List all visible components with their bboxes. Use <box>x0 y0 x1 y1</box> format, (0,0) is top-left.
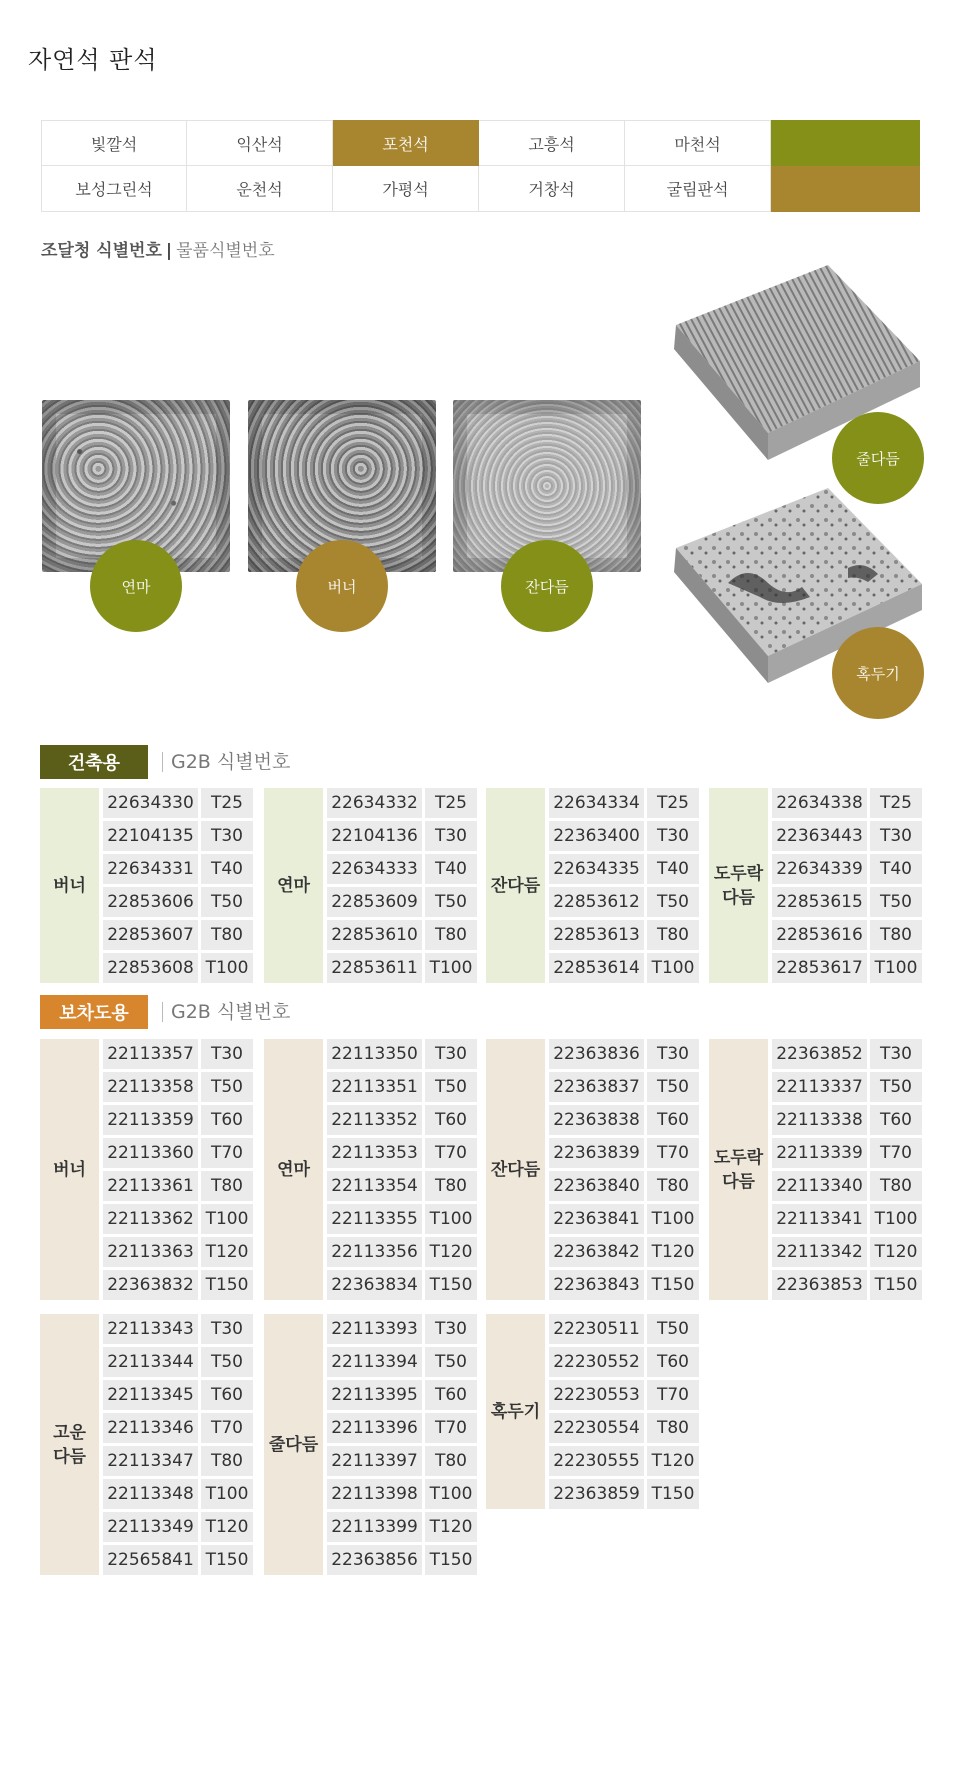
thickness-cell: T70 <box>425 1138 477 1168</box>
id-group-label: 잔다듬 <box>486 788 545 983</box>
id-code-cell: 22363443 <box>772 821 867 851</box>
id-code-cell: 22230554 <box>549 1413 644 1443</box>
tab-empty-gold <box>771 166 920 212</box>
id-code-cell: 22113353 <box>327 1138 422 1168</box>
id-code-cell: 22104135 <box>103 821 198 851</box>
thickness-cell: T100 <box>647 1204 699 1234</box>
id-code-cell: 22565841 <box>103 1545 198 1575</box>
tab-pocheonseok[interactable]: 포천석 <box>333 120 479 166</box>
id-code-cell: 22363853 <box>772 1270 867 1300</box>
id-code-cell: 22113361 <box>103 1171 198 1201</box>
thickness-cell: T120 <box>870 1237 922 1267</box>
thickness-cell: T30 <box>201 1039 253 1069</box>
thickness-cell: T150 <box>870 1270 922 1300</box>
id-code-cell: 22113398 <box>327 1479 422 1509</box>
thickness-cell: T80 <box>425 1446 477 1476</box>
thickness-cell: T60 <box>201 1380 253 1410</box>
thickness-cell: T70 <box>647 1380 699 1410</box>
id-code-cell: 22113347 <box>103 1446 198 1476</box>
id-code-cell: 22363841 <box>549 1204 644 1234</box>
architecture-chip: 건축용 <box>40 745 148 779</box>
stone-tab-grid <box>41 120 920 212</box>
tab-bitkkalseok[interactable]: 빛깔석 <box>41 120 187 166</box>
id-code-cell: 22363832 <box>103 1270 198 1300</box>
id-code-cell: 22113340 <box>772 1171 867 1201</box>
id-code-cell: 22230511 <box>549 1314 644 1344</box>
thickness-cell: T150 <box>647 1479 699 1509</box>
thickness-cell: T100 <box>647 953 699 983</box>
architecture-sub: G2B 식별번호 <box>162 752 290 772</box>
page-title: 자연석 판석 <box>28 46 158 74</box>
thickness-cell: T50 <box>425 1347 477 1377</box>
id-code-cell: 22113338 <box>772 1105 867 1135</box>
thickness-cell: T50 <box>201 1072 253 1102</box>
id-code-cell: 22113360 <box>103 1138 198 1168</box>
thickness-cell: T150 <box>425 1545 477 1575</box>
id-code-cell: 22363400 <box>549 821 644 851</box>
id-code-cell: 22113362 <box>103 1204 198 1234</box>
thickness-cell: T30 <box>425 1314 477 1344</box>
tab-gapyeongseok[interactable]: 가평석 <box>333 166 479 212</box>
thickness-cell: T40 <box>425 854 477 884</box>
id-code-cell: 22363852 <box>772 1039 867 1069</box>
id-code-cell: 22113354 <box>327 1171 422 1201</box>
id-code-cell: 22363838 <box>549 1105 644 1135</box>
tab-macheonseok[interactable]: 마천석 <box>625 120 771 166</box>
id-code-cell: 22853617 <box>772 953 867 983</box>
thickness-cell: T30 <box>425 1039 477 1069</box>
thickness-cell: T30 <box>870 1039 922 1069</box>
thickness-cell: T120 <box>425 1237 477 1267</box>
tab-goheungseok[interactable]: 고흥석 <box>479 120 625 166</box>
thickness-cell: T60 <box>647 1105 699 1135</box>
finish-badge-yeonma[interactable]: 연마 <box>90 540 182 632</box>
thickness-cell: T30 <box>201 821 253 851</box>
id-code-cell: 22853612 <box>549 887 644 917</box>
id-code-cell: 22634339 <box>772 854 867 884</box>
thickness-cell: T150 <box>201 1545 253 1575</box>
thickness-cell: T100 <box>201 1479 253 1509</box>
id-code-cell: 22230552 <box>549 1347 644 1377</box>
thickness-cell: T80 <box>647 1171 699 1201</box>
thickness-cell: T60 <box>201 1105 253 1135</box>
id-group-label: 연마 <box>264 1039 323 1300</box>
thickness-cell: T30 <box>647 821 699 851</box>
thickness-cell: T100 <box>201 1204 253 1234</box>
id-code-cell: 22113349 <box>103 1512 198 1542</box>
tab-boseong-green[interactable]: 보성그린석 <box>41 166 187 212</box>
id-code-cell: 22363836 <box>549 1039 644 1069</box>
id-code-cell: 22853614 <box>549 953 644 983</box>
thickness-cell: T40 <box>870 854 922 884</box>
thickness-cell: T100 <box>870 1204 922 1234</box>
id-code-cell: 22853611 <box>327 953 422 983</box>
finish-badge-beoneo[interactable]: 버너 <box>296 540 388 632</box>
id-code-cell: 22113344 <box>103 1347 198 1377</box>
id-code-cell: 22113358 <box>103 1072 198 1102</box>
id-code-cell: 22363839 <box>549 1138 644 1168</box>
thickness-cell: T50 <box>201 887 253 917</box>
thickness-cell: T80 <box>870 1171 922 1201</box>
id-code-cell: 22363856 <box>327 1545 422 1575</box>
id-code-cell: 22363840 <box>549 1171 644 1201</box>
thickness-cell: T80 <box>425 920 477 950</box>
caption-main: 조달청 식별번호 <box>41 241 162 261</box>
thickness-cell: T70 <box>425 1413 477 1443</box>
id-code-cell: 22853606 <box>103 887 198 917</box>
id-code-cell: 22113339 <box>772 1138 867 1168</box>
id-code-cell: 22113341 <box>772 1204 867 1234</box>
id-group-label: 잔다듬 <box>486 1039 545 1300</box>
id-group-label: 연마 <box>264 788 323 983</box>
id-code-cell: 22853613 <box>549 920 644 950</box>
id-code-cell: 22113393 <box>327 1314 422 1344</box>
id-code-cell: 22634334 <box>549 788 644 818</box>
id-code-cell: 22113395 <box>327 1380 422 1410</box>
id-code-cell: 22113337 <box>772 1072 867 1102</box>
thickness-cell: T100 <box>201 953 253 983</box>
thickness-cell: T25 <box>201 788 253 818</box>
finish-badge-jandadeum[interactable]: 잔다듬 <box>501 540 593 632</box>
thickness-cell: T70 <box>647 1138 699 1168</box>
id-code-cell: 22230555 <box>549 1446 644 1476</box>
thickness-cell: T70 <box>870 1138 922 1168</box>
thickness-cell: T60 <box>870 1105 922 1135</box>
thickness-cell: T60 <box>647 1347 699 1377</box>
id-code-cell: 22113357 <box>103 1039 198 1069</box>
thickness-cell: T100 <box>425 1479 477 1509</box>
tab-empty-olive <box>771 120 920 166</box>
thickness-cell: T150 <box>425 1270 477 1300</box>
thickness-cell: T80 <box>201 1446 253 1476</box>
thickness-cell: T50 <box>647 887 699 917</box>
thickness-cell: T50 <box>201 1347 253 1377</box>
finish-badge-juldadeum[interactable]: 줄다듬 <box>832 412 924 504</box>
id-code-cell: 22113345 <box>103 1380 198 1410</box>
thickness-cell: T80 <box>201 920 253 950</box>
id-code-cell: 22853609 <box>327 887 422 917</box>
thickness-cell: T80 <box>870 920 922 950</box>
thickness-cell: T30 <box>647 1039 699 1069</box>
thickness-cell: T70 <box>201 1413 253 1443</box>
id-code-cell: 22104136 <box>327 821 422 851</box>
thickness-cell: T120 <box>201 1512 253 1542</box>
thickness-cell: T25 <box>647 788 699 818</box>
thickness-cell: T100 <box>425 953 477 983</box>
thickness-cell: T70 <box>201 1138 253 1168</box>
id-code-cell: 22363842 <box>549 1237 644 1267</box>
id-group-label: 도두락 다듬 <box>709 788 768 983</box>
thickness-cell: T50 <box>870 1072 922 1102</box>
finish-badge-hokdugi[interactable]: 혹두기 <box>832 627 924 719</box>
id-code-cell: 22113348 <box>103 1479 198 1509</box>
tab-gullim-panseok[interactable]: 굴림판석 <box>625 166 771 212</box>
id-code-cell: 22363843 <box>549 1270 644 1300</box>
thickness-cell: T100 <box>870 953 922 983</box>
id-code-cell: 22363834 <box>327 1270 422 1300</box>
thickness-cell: T100 <box>425 1204 477 1234</box>
id-code-cell: 22230553 <box>549 1380 644 1410</box>
caption-separator: | <box>165 241 173 261</box>
thickness-cell: T150 <box>201 1270 253 1300</box>
tab-iksanseok[interactable]: 익산석 <box>187 120 333 166</box>
caption-sub: 물품식별번호 <box>176 241 275 261</box>
thickness-cell: T50 <box>647 1314 699 1344</box>
id-code-cell: 22113350 <box>327 1039 422 1069</box>
id-code-cell: 22853616 <box>772 920 867 950</box>
id-code-cell: 22853610 <box>327 920 422 950</box>
id-group-label: 줄다듬 <box>264 1314 323 1575</box>
id-code-cell: 22634332 <box>327 788 422 818</box>
thickness-cell: T60 <box>425 1105 477 1135</box>
thickness-cell: T50 <box>870 887 922 917</box>
thickness-cell: T120 <box>647 1237 699 1267</box>
id-code-cell: 22363837 <box>549 1072 644 1102</box>
thickness-cell: T40 <box>201 854 253 884</box>
thickness-cell: T50 <box>425 1072 477 1102</box>
thickness-cell: T80 <box>647 920 699 950</box>
id-code-cell: 22113397 <box>327 1446 422 1476</box>
sidewalk-chip: 보차도용 <box>40 995 148 1029</box>
id-group-label: 도두락 다듬 <box>709 1039 768 1300</box>
id-group-label: 혹두기 <box>486 1314 545 1509</box>
id-code-cell: 22853608 <box>103 953 198 983</box>
id-code-cell: 22113356 <box>327 1237 422 1267</box>
thickness-cell: T120 <box>647 1446 699 1476</box>
id-code-cell: 22634333 <box>327 854 422 884</box>
thickness-cell: T25 <box>425 788 477 818</box>
id-code-cell: 22634330 <box>103 788 198 818</box>
id-code-cell: 22634335 <box>549 854 644 884</box>
thickness-cell: T30 <box>425 821 477 851</box>
id-code-cell: 22113396 <box>327 1413 422 1443</box>
id-code-cell: 22113359 <box>103 1105 198 1135</box>
id-code-cell: 22634331 <box>103 854 198 884</box>
id-code-cell: 22113399 <box>327 1512 422 1542</box>
sidewalk-sub: G2B 식별번호 <box>162 1002 290 1022</box>
thickness-cell: T50 <box>425 887 477 917</box>
thickness-cell: T120 <box>201 1237 253 1267</box>
id-code-cell: 22113351 <box>327 1072 422 1102</box>
thickness-cell: T50 <box>647 1072 699 1102</box>
sidewalk-header <box>40 995 290 1029</box>
id-code-cell: 22113394 <box>327 1347 422 1377</box>
id-code-cell: 22853607 <box>103 920 198 950</box>
thickness-cell: T150 <box>647 1270 699 1300</box>
id-code-cell: 22363859 <box>549 1479 644 1509</box>
thickness-cell: T30 <box>201 1314 253 1344</box>
id-code-cell: 22113343 <box>103 1314 198 1344</box>
thickness-cell: T120 <box>425 1512 477 1542</box>
thickness-cell: T80 <box>647 1413 699 1443</box>
id-group-label: 고운 다듬 <box>40 1314 99 1575</box>
thickness-cell: T30 <box>870 821 922 851</box>
id-code-cell: 22634338 <box>772 788 867 818</box>
id-code-cell: 22113355 <box>327 1204 422 1234</box>
architecture-header <box>40 745 290 779</box>
id-group-label: 버너 <box>40 1039 99 1300</box>
id-group-label: 버너 <box>40 788 99 983</box>
id-code-cell: 22113346 <box>103 1413 198 1443</box>
thickness-cell: T40 <box>647 854 699 884</box>
id-code-cell: 22113352 <box>327 1105 422 1135</box>
tab-uncheonseok[interactable]: 운천석 <box>187 166 333 212</box>
tab-geochangseok[interactable]: 거창석 <box>479 166 625 212</box>
identification-caption <box>41 236 275 261</box>
id-code-cell: 22113363 <box>103 1237 198 1267</box>
id-code-cell: 22113342 <box>772 1237 867 1267</box>
thickness-cell: T80 <box>425 1171 477 1201</box>
id-code-cell: 22853615 <box>772 887 867 917</box>
thickness-cell: T60 <box>425 1380 477 1410</box>
thickness-cell: T80 <box>201 1171 253 1201</box>
thickness-cell: T25 <box>870 788 922 818</box>
